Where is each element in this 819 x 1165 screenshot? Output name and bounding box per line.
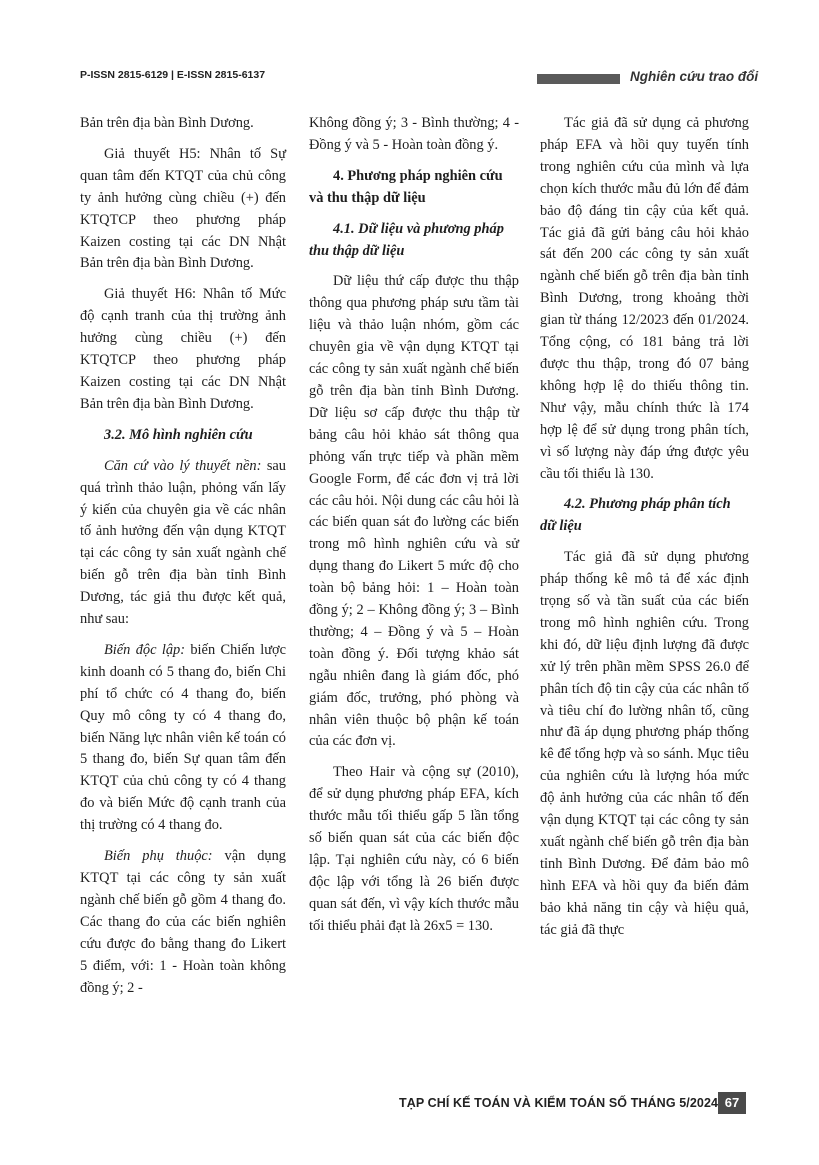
paragraph-lead: Biến độc lập:: [104, 641, 186, 658]
paragraph-lead: Biến phụ thuộc:: [104, 848, 213, 865]
page-number: 67: [718, 1092, 746, 1114]
section-heading: 3.2. Mô hình nghiên cứu: [104, 426, 253, 443]
paragraph-body: vận dụng KTQT tại các công ty sản xuất ngành chế biến gỗ gồm 4 thang đo. Các thang đo của các biến nghiên cứu được đo bằng thang đo Likert 5 điểm, với: 1 - Hoàn toàn không đồng ý; 2 -: [80, 848, 286, 996]
subsection-heading: 4.1. Dữ liệu và phương pháp thu thập dữ liệu: [309, 220, 504, 259]
paragraph: Không đồng ý; 3 - Bình thường; 4 - Đồng ý và 5 - Hoàn toàn đồng ý.: [309, 115, 519, 153]
paragraph: Giả thuyết H5: Nhân tố Sự quan tâm đến KTQT của chủ công ty ảnh hưởng cùng chiều (+) đến KTQTCP theo phương pháp Kaizen costing tại các DN Nhật Bản trên địa bàn Bình Dương.: [80, 145, 286, 272]
paragraph: [80, 456, 286, 631]
paragraph-body: sau quá trình thảo luận, phỏng vấn lấy ý kiến của chuyên gia về các nhân tố ảnh hưởng đến vận dụng KTQT tại các công ty sản xuất ngành chế biến gỗ trên địa bàn tỉnh Bình Dương, tác giả thu được kết quả, như sau:: [80, 457, 287, 628]
column-1: [80, 113, 286, 1008]
paragraph: Bản trên địa bàn Bình Dương.: [80, 115, 254, 131]
section-heading: 4. Phương pháp nghiên cứu và thu thập dữ liệu: [309, 167, 503, 206]
journal-title: TẠP CHÍ KẾ TOÁN VÀ KIỂM TOÁN SỐ THÁNG 5/2024: [399, 1096, 719, 1110]
paragraph: Giả thuyết H6: Nhân tố Mức độ cạnh tranh của thị trường ảnh hưởng cùng chiều (+) đến KTQTCP theo phương pháp Kaizen costing tại các DN Nhật Bản trên địa bàn Bình Dương.: [80, 286, 286, 412]
subsection-heading: 4.2. Phương pháp phân tích dữ liệu: [540, 496, 731, 535]
paragraph: [80, 846, 286, 999]
issn-line: P-ISSN 2815-6129 | E-ISSN 2815-6137: [80, 69, 266, 81]
paragraph: Dữ liệu thứ cấp được thu thập thông qua phương pháp sưu tầm tài liệu và thảo luận nhóm, gồm các chuyên gia về vận dụng KTQT tại các công ty sản xuất ngành chế biến gỗ trên địa bàn tỉnh Bình Dương. Dữ liệu sơ cấp được thu thập từ bảng câu hỏi khảo sát thông qua phỏng vấn trực tiếp và phần mềm Google Form, để các đơn vị trả lời các câu hỏi. Nội dung các câu hỏi là các biến quan sát đo lường các biến trong mô hình nghiên cứu và sử dụng thang đo Likert 5 mức độ cho toàn bộ bảng hỏi: 1 – Hoàn toàn đồng ý; 2 – Không đồng ý; 3 – Bình thường; 4 – Đồng ý và 5 – Hoàn toàn đồng ý. Đối tượng khảo sát ngẫu nhiên đang là giám đốc, phó giám đốc, trưởng, phó phòng và nhân viên thuộc bộ phận kế toán của các đơn vị.: [309, 273, 519, 750]
paragraph: Theo Hair và cộng sự (2010), để sử dụng phương pháp EFA, kích thước mẫu tối thiểu gấp 5 lần tổng số biến quan sát của các biến độc lập. Tại nghiên cứu này, có 6 biến độc lập với tổng là 26 biến được quan sát đến, vì vậy kích thước mẫu tối thiểu phải đạt là 26x5 = 130.: [309, 764, 519, 934]
section-title: Nghiên cứu trao đổi: [620, 64, 764, 90]
paragraph-body: biến Chiến lược kinh doanh có 5 thang đo, biến Chi phí tổ chức có 4 thang đo, biến Quy mô công ty có 4 thang đo, biến Năng lực nhân viên kế toán có 5 thang đo, biến Sự quan tâm đến KTQT của chủ công ty có 4 thang đo và biến Mức độ cạnh tranh của thị trường có 4 thang đo.: [80, 641, 286, 834]
column-2: [309, 113, 519, 947]
column-3: [540, 113, 749, 951]
paragraph: Tác giả đã sử dụng cả phương pháp EFA và hồi quy tuyến tính trong nghiên cứu của mình và lựa chọn kích thước mẫu đủ lớn để đảm bảo độ đáng tin cậy của kết quả. Tác giả đã gửi bảng câu hỏi khảo sát đến 200 các công ty sản xuất ngành chế biến gỗ trên địa bàn tỉnh Bình Dương, trong khoảng thời gian từ tháng 12/2023 đến 01/2024. Tổng cộng, có 181 bảng trả lời được thu thập, trong đó 07 bảng không hợp lệ do thiếu thông tin. Như vậy, mẫu chính thức là 174 hợp lệ để sử dụng trong phân tích, vì số lượng này đáp ứng được yêu cầu tối thiểu là 130.: [540, 115, 749, 482]
paragraph: [80, 640, 286, 837]
paragraph: Tác giả đã sử dụng phương pháp thống kê mô tả để xác định trọng số và tần suất của các biến trong mô hình nghiên cứu. Trong khi đó, dữ liệu định lượng đã được xử lý trên phần mềm SPSS 26.0 để phân tích độ tin cậy của các nhân tố và tiêu chí đo lường nhân tố, cũng như đã áp dụng phương pháp thống kê để tổng hợp và so sánh. Mục tiêu của nghiên cứu là lượng hóa mức độ ảnh hưởng của các nhân tố đến vận dụng KTQT tại các công ty sản xuất ngành chế biến gỗ trên địa bàn tỉnh Bình Dương. Để đảm bảo mô hình EFA và hồi quy đa biến đảm bảo khả năng tin cậy và hiệu quả, tác giả đã thực: [540, 549, 749, 938]
paragraph-lead: Căn cứ vào lý thuyết nền:: [104, 457, 262, 474]
